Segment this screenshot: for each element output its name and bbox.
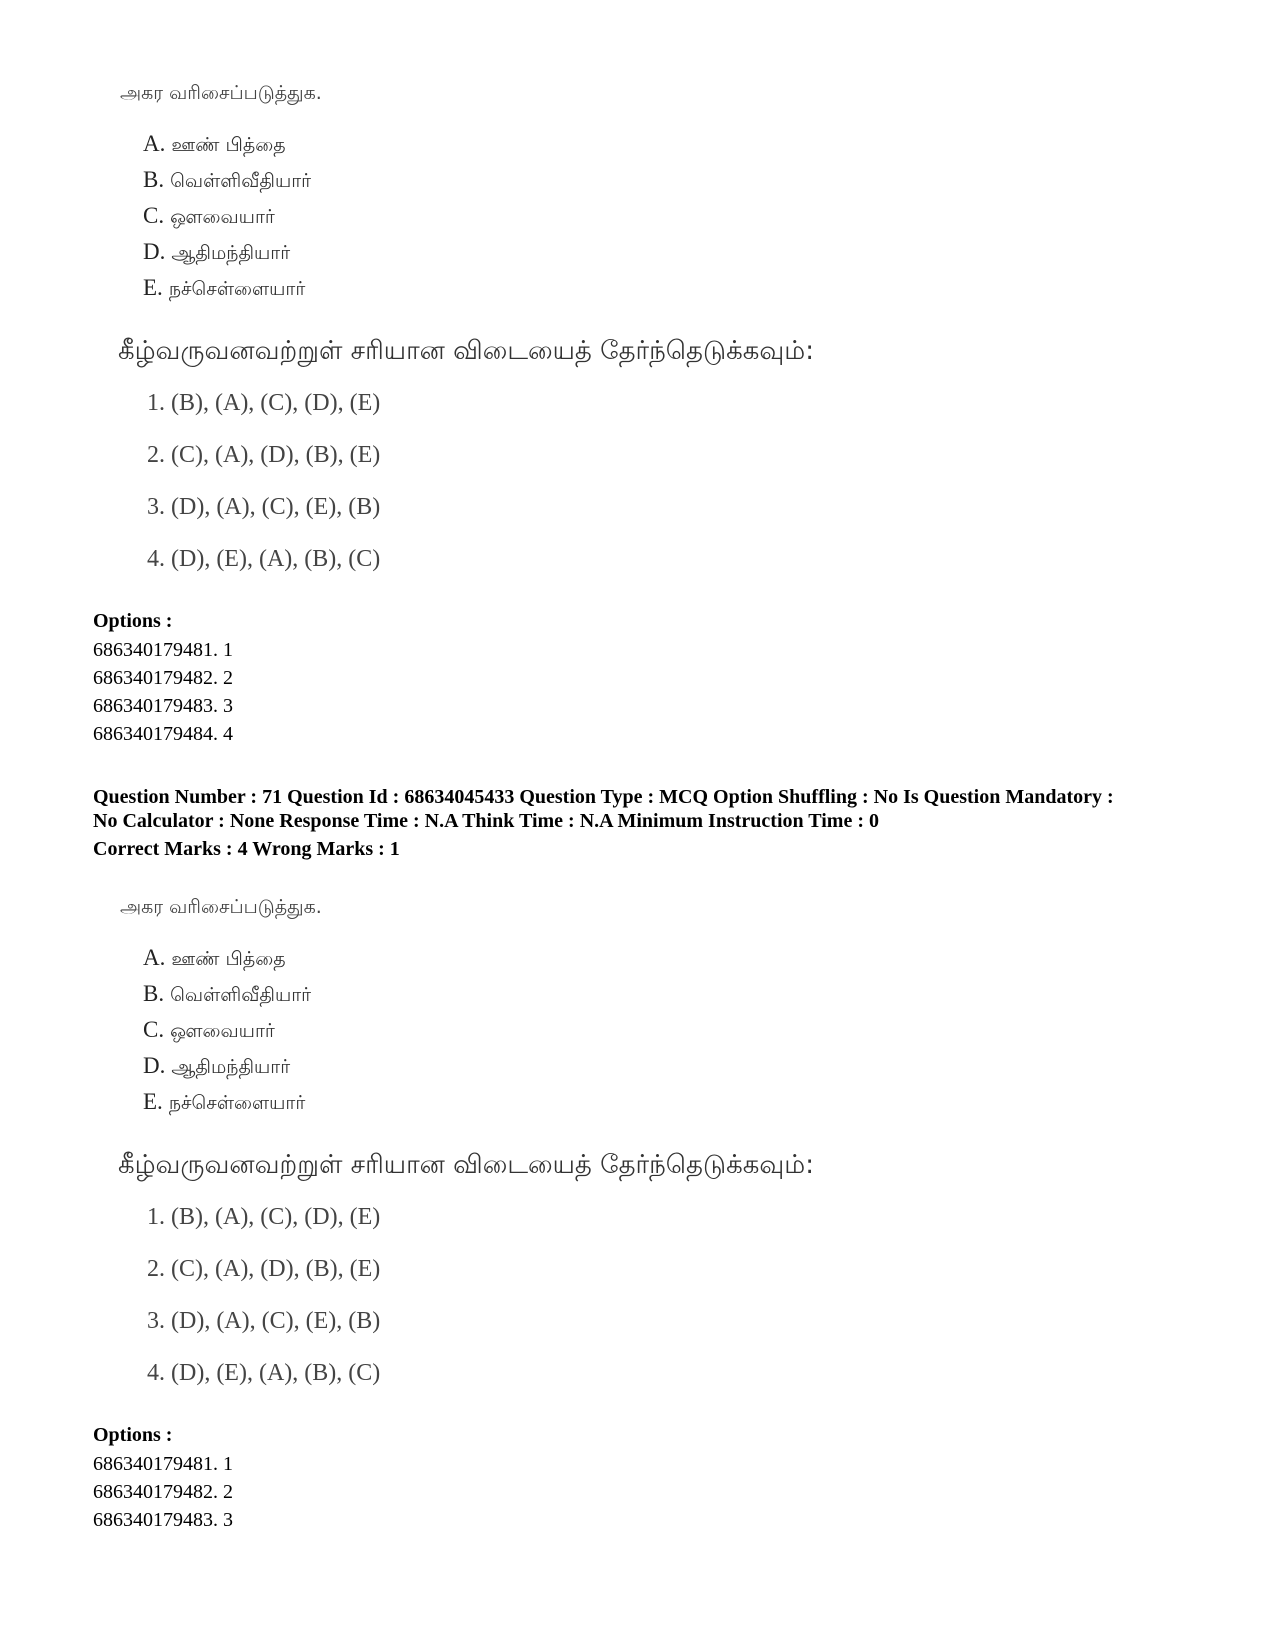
- item-letter: B.: [143, 981, 165, 1006]
- item-text: ஆதிமந்தியார்: [171, 242, 291, 264]
- list-item: [143, 275, 305, 303]
- item-letter: A.: [143, 945, 166, 970]
- item-letter: C.: [143, 203, 165, 228]
- list-item: [143, 1089, 305, 1117]
- item-text: ஆதிமந்தியார்: [171, 1056, 291, 1078]
- item-letter: E.: [143, 275, 163, 300]
- list-item: [143, 131, 286, 159]
- item-letter: D.: [143, 1053, 166, 1078]
- answer-choice: 2. (C), (A), (D), (B), (E): [147, 442, 381, 468]
- list-item: [143, 945, 286, 973]
- option-id-line: 686340179483. 3: [93, 695, 233, 717]
- item-text: ஔவையார்: [170, 1020, 275, 1042]
- option-id-line: 686340179481. 1: [93, 1453, 233, 1475]
- question-instruction: அகர வரிசைப்படுத்துக.: [120, 896, 322, 918]
- options-heading: Options :: [93, 610, 173, 632]
- list-item: [143, 239, 290, 267]
- question-instruction: அகர வரிசைப்படுத்துக.: [120, 82, 322, 104]
- option-id-line: 686340179482. 2: [93, 667, 233, 689]
- item-text: நச்செள்ளையார்: [168, 1092, 306, 1114]
- item-letter: D.: [143, 239, 166, 264]
- answer-choice: 3. (D), (A), (C), (E), (B): [147, 494, 381, 520]
- item-letter: A.: [143, 131, 166, 156]
- item-text: ஔவையார்: [170, 206, 275, 228]
- option-id-line: 686340179483. 3: [93, 1509, 233, 1531]
- list-item: [143, 167, 311, 195]
- item-text: ஊண் பித்தை: [171, 948, 286, 970]
- option-id-line: 686340179481. 1: [93, 639, 233, 661]
- answer-choice: 4. (D), (E), (A), (B), (C): [147, 1360, 381, 1386]
- question-metadata-line1: Question Number : 71 Question Id : 68634045433 Question Type : MCQ Option Shuffling : No Is Question Mandatory :: [93, 786, 1114, 808]
- item-letter: B.: [143, 167, 165, 192]
- options-heading: Options :: [93, 1424, 173, 1446]
- list-item: [143, 1017, 275, 1045]
- question-prompt: கீழ்வருவனவற்றுள் சரியான விடையைத் தேர்ந்தெடுக்கவும்:: [118, 336, 814, 366]
- question-marks: Correct Marks : 4 Wrong Marks : 1: [93, 838, 400, 860]
- answer-choice: 1. (B), (A), (C), (D), (E): [147, 1204, 381, 1230]
- option-id-line: 686340179482. 2: [93, 1481, 233, 1503]
- item-text: வெள்ளிவீதியார்: [170, 984, 312, 1006]
- answer-choice: 2. (C), (A), (D), (B), (E): [147, 1256, 381, 1282]
- option-id-line: 686340179484. 4: [93, 723, 233, 745]
- question-metadata-line2: No Calculator : None Response Time : N.A Think Time : N.A Minimum Instruction Time : 0: [93, 810, 879, 832]
- item-text: ஊண் பித்தை: [171, 134, 286, 156]
- answer-choice: 4. (D), (E), (A), (B), (C): [147, 546, 381, 572]
- list-item: [143, 1053, 290, 1081]
- item-text: வெள்ளிவீதியார்: [170, 170, 312, 192]
- answer-choice: 3. (D), (A), (C), (E), (B): [147, 1308, 381, 1334]
- item-text: நச்செள்ளையார்: [168, 278, 306, 300]
- item-letter: C.: [143, 1017, 165, 1042]
- item-letter: E.: [143, 1089, 163, 1114]
- question-prompt: கீழ்வருவனவற்றுள் சரியான விடையைத் தேர்ந்தெடுக்கவும்:: [118, 1150, 814, 1180]
- list-item: [143, 203, 275, 231]
- list-item: [143, 981, 311, 1009]
- answer-choice: 1. (B), (A), (C), (D), (E): [147, 390, 381, 416]
